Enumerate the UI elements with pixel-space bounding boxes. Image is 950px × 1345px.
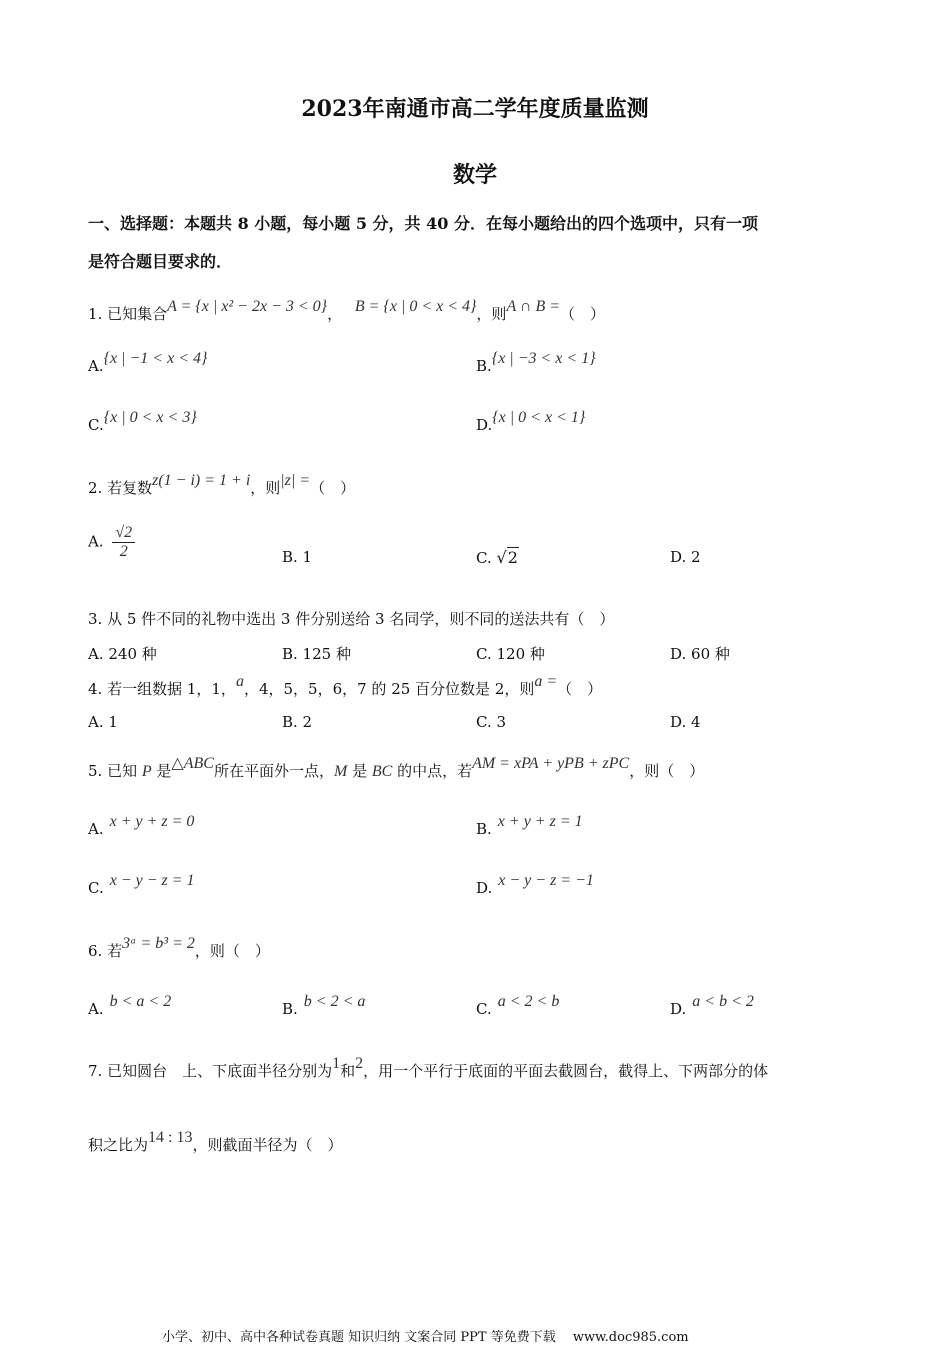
q7-ratio: 14 : 13	[148, 1129, 193, 1146]
question-4: 4. 若一组数据 1，1，a，4，5，5，6，7 的 25 百分位数是 2，则a =（ ）	[88, 673, 603, 698]
q1-then: ，则	[476, 305, 507, 323]
q4-expression: a =	[534, 673, 558, 690]
section-heading-line1: 一、选择题：本题共 8 小题，每小题 5 分，共 40 分．在每小题给出的四个选项中，只有一项	[88, 214, 758, 233]
q2-option-a-fraction: $\frac{√2}{2}$	[112, 524, 135, 561]
q7-radius-top: 1	[332, 1055, 341, 1072]
q1-blank: （ ）	[560, 305, 606, 323]
q5-option-d[interactable]: D. x − y − z = −1	[476, 872, 594, 897]
question-1	[88, 298, 606, 324]
q5-option-c[interactable]: C. x − y − z = 1	[88, 872, 195, 897]
q1-option-a[interactable]: A.{x | −1 < x < 4}	[88, 350, 208, 375]
q1-set-b: B = {x | 0 < x < 4}	[354, 298, 477, 315]
q5-option-b[interactable]: B. x + y + z = 1	[476, 813, 583, 838]
q1-option-d[interactable]: D.{x | 0 < x < 1}	[476, 409, 586, 434]
q1-expression: A ∩ B =	[506, 298, 561, 315]
q2-option-c-sqrt: √2	[496, 548, 518, 567]
question-7-line1: 7. 已知圆台 上、下底面半径分别为1和2，用一个平行于底面的平面去截圆台，截得上、下两部分的体	[88, 1055, 769, 1080]
q3-option-b[interactable]: B. 125 种	[282, 645, 351, 663]
question-7-line2: 积之比为14 : 13，则截面半径为（ ）	[88, 1129, 343, 1154]
q6-equation: 3ᵃ = b³ = 2	[122, 935, 195, 952]
question-5: 5. 已知 P 是△ABC所在平面外一点，M 是 BC 的中点，若AM = xPA + yPB + zPC，则（ ）	[88, 755, 705, 780]
q4-variable: a	[235, 673, 244, 690]
question-2: 2. 若复数z(1 − i) = 1 + i，则|z| =（ ）	[88, 472, 356, 497]
q3-option-a[interactable]: A. 240 种	[88, 645, 157, 663]
q5-option-a[interactable]: A. x + y + z = 0	[88, 813, 195, 838]
q2-option-d[interactable]: D. 2	[670, 548, 701, 566]
q3-option-c[interactable]: C. 120 种	[476, 645, 545, 663]
q2-option-a[interactable]: A. $\frac{√2}{2}$	[88, 524, 135, 561]
q2-option-c[interactable]: C. √2	[476, 548, 518, 567]
q4-option-d[interactable]: D. 4	[670, 713, 701, 731]
question-3: 3. 从 5 件不同的礼物中选出 3 件分别送给 3 名同学，则不同的送法共有（ ）	[88, 610, 615, 628]
q6-option-d[interactable]: D. a < b < 2	[670, 993, 754, 1018]
q1-option-c[interactable]: C.{x | 0 < x < 3}	[88, 409, 197, 434]
q4-option-b[interactable]: B. 2	[282, 713, 313, 731]
q2-expression: |z| =	[280, 472, 311, 489]
section-heading-line2: 是符合题目要求的．	[88, 252, 233, 271]
q4-option-a[interactable]: A. 1	[88, 713, 118, 731]
q2-equation: z(1 − i) = 1 + i	[152, 472, 251, 489]
q6-option-b[interactable]: B. b < 2 < a	[282, 993, 366, 1018]
q4-option-c[interactable]: C. 3	[476, 713, 507, 731]
page-title: 2023年南通市高二学年度质量监测	[301, 96, 649, 122]
q6-option-a[interactable]: A. b < a < 2	[88, 993, 172, 1018]
q5-vector-equation: AM = xPA + yPB + zPC	[472, 755, 630, 772]
q1-comma: ，	[327, 305, 343, 323]
q6-option-c[interactable]: C. a < 2 < b	[476, 993, 560, 1018]
q1-set-a: A = {x | x² − 2x − 3 < 0}	[167, 298, 328, 315]
question-6: 6. 若3ᵃ = b³ = 2，则（ ）	[88, 935, 270, 960]
q7-radius-bottom: 2	[355, 1055, 364, 1072]
subject-title: 数学	[452, 162, 497, 188]
q1-option-b[interactable]: B.{x | −3 < x < 1}	[476, 350, 596, 375]
q3-option-d[interactable]: D. 60 种	[670, 645, 730, 663]
q1-stem: 1. 已知集合	[88, 305, 168, 323]
footer-watermark[interactable]: 小学、初中、高中各种试卷真题 知识归纳 文案合同 PPT 等免费下载 www.doc985.com	[162, 1330, 689, 1345]
q2-option-b[interactable]: B. 1	[282, 548, 313, 566]
q5-triangle: △ABC	[171, 755, 214, 772]
